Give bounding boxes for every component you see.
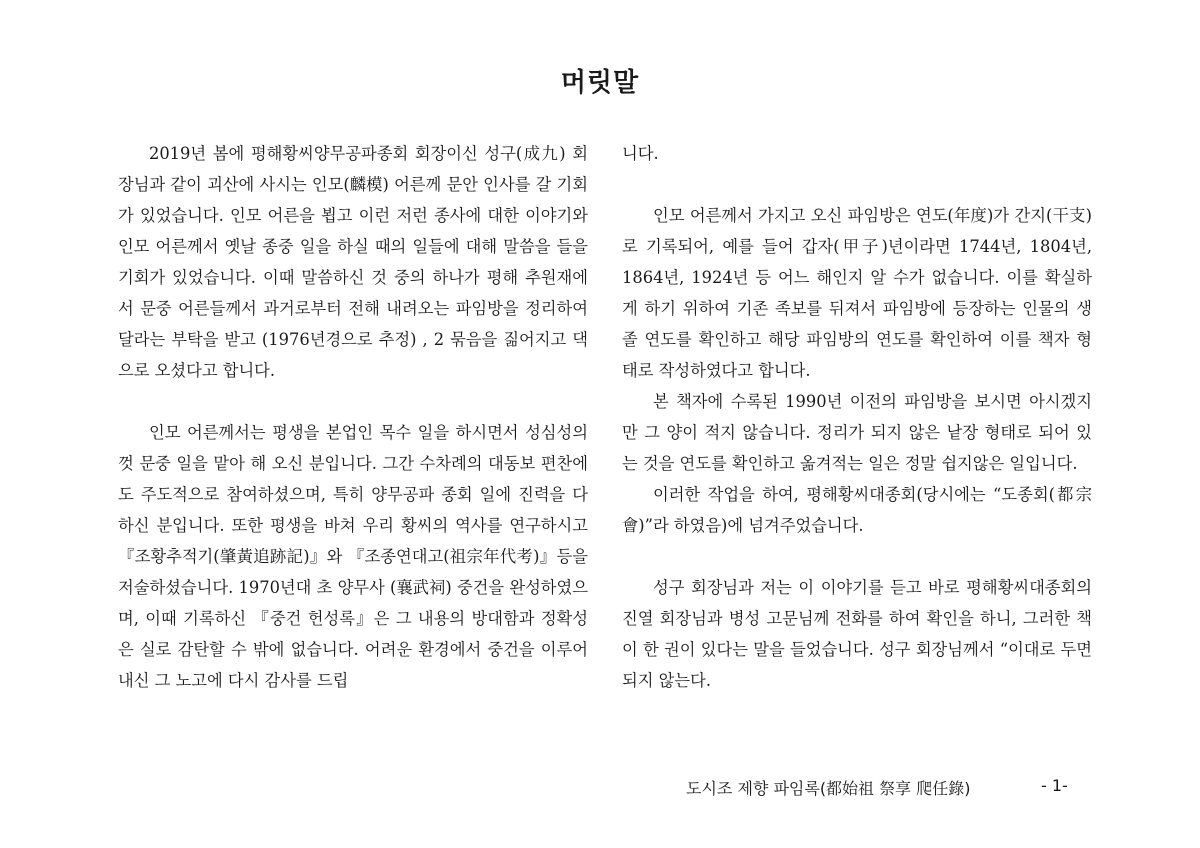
footer-book-title: 도시조 제향 파임록(都始祖 祭享 爬任錄) [686, 779, 971, 798]
paragraph: 이러한 작업을 하여, 평해황씨대종회(당시에는 “도종회(都宗會)”라 하였음)에 넘겨주었습니다. [622, 485, 1092, 535]
left-column [118, 138, 588, 696]
paragraph: 인모 어른께서 가지고 오신 파임방은 연도(年度)가 간지(干支)로 기록되어, 예를 들어 갑자(甲子)년이라면 1744년, 1804년, 1864년, 1924년 등 어느 해인지 알 수가 없습니다. 이를 확실하게 하기 위하여 기존 족보를 뒤져서 파임방에 등장하는 인물의 생졸 연도를 확인하고 해당 파임방의 연도를 확인하여 이를 책자 형태로 작성하였다고 합니다. [622, 206, 1092, 380]
page-title: 머릿말 [560, 68, 640, 98]
paragraph: 인모 어른께서는 평생을 본업인 목수 일을 하시면서 성심성의껏 문중 일을 맡아 해 오신 분입니다. 그간 수차례의 대동보 편찬에도 주도적으로 참여하셨으며, 특히 양무공파 종회 일에 진력을 다하신 분입니다. 또한 평생을 바쳐 우리 황씨의 역사를 연구하시고 『조황추적기(肇黃追跡記)』와 『조종연대고(祖宗年代考)』등을 저술하셨습니다. 1970년대 초 양무사 (襄武祠) 중건을 완성하였으며, 이때 기록하신 『중건 헌성록』은 그 내용의 방대함과 정확성은 실로 감탄할 수 밖에 없습니다. 어려운 환경에서 중건을 이루어내신 그 노고에 다시 감사를 드립 [118, 423, 588, 690]
page-number: - 1- [1041, 776, 1068, 795]
right-column [622, 138, 1092, 696]
paragraph: 성구 회장님과 저는 이 이야기를 듣고 바로 평해황씨대종회의 진열 회장님과 병성 고문님께 전화를 하여 확인을 하니, 그러한 책이 한 권이 있다는 말을 들었습니다. 성구 회장님께서 “이대로 두면 되지 않는다. [622, 578, 1092, 690]
paragraph: 2019년 봄에 평해황씨양무공파종회 회장이신 성구(成九) 회장님과 같이 괴산에 사시는 인모(麟模) 어른께 문안 인사를 갈 기회가 있었습니다. 인모 어른을 뵙고 이런 저런 종사에 대한 이야기와 인모 어른께서 옛날 종중 일을 하실 때의 일들에 대해 말씀을 들을 기회가 있었습니다. 이때 말씀하신 것 중의 하나가 평해 추원재에서 문중 어른들께서 과거로부터 전해 내려오는 파임방을 정리하여 달라는 부탁을 받고 (1976년경으로 추정) , 2 묶음을 짊어지고 댁으로 오셨다고 합니다. [118, 144, 588, 380]
paragraph-continuation: 니다. [622, 144, 659, 163]
paragraph: 본 책자에 수록된 1990년 이전의 파임방을 보시면 아시겠지만 그 양이 적지 않습니다. 정리가 되지 않은 낱장 형태로 되어 있는 것을 연도를 확인하고 옮겨적는 일은 정말 쉽지않은 일입니다. [622, 392, 1092, 473]
